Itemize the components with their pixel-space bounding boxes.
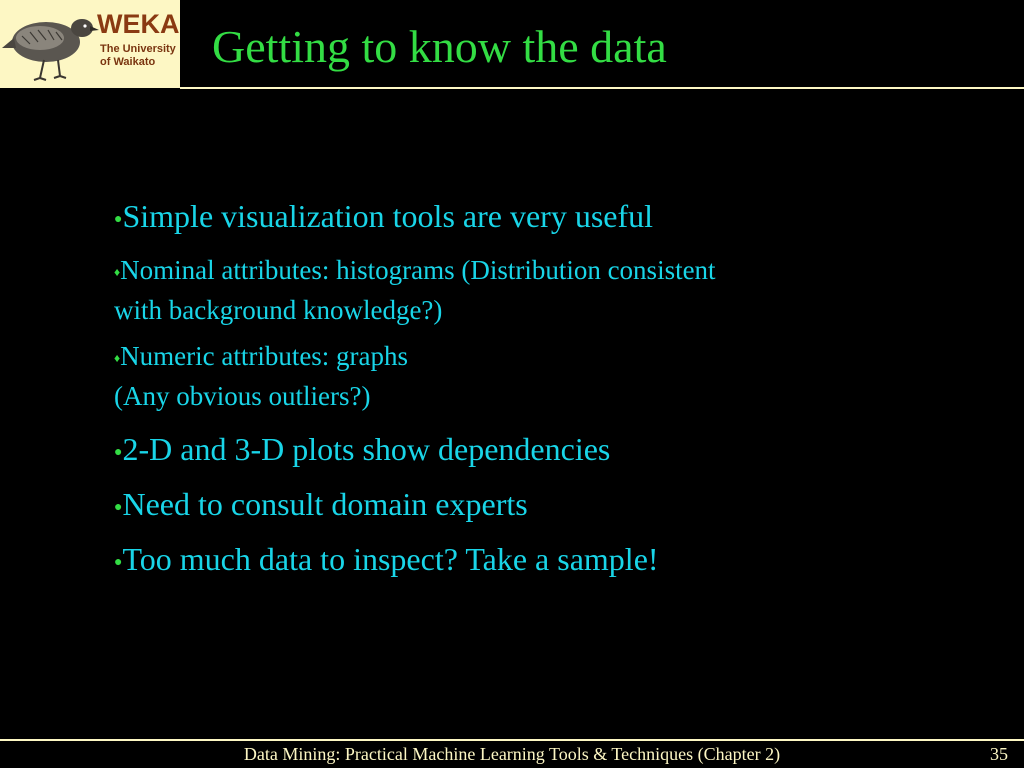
bullet-item	[114, 484, 528, 528]
bullet-diamond-icon: ♦	[114, 265, 121, 279]
bullet-diamond-icon: ♦	[114, 351, 121, 365]
slide-title: Getting to know the data	[212, 21, 667, 72]
bullet-text-line1: Nominal attributes: histograms (Distribution consistent	[120, 255, 716, 285]
bullet-text: Need to consult domain experts	[122, 486, 528, 522]
bullet-text-line2: with background knowledge?)	[114, 295, 443, 325]
bullet-text: Simple visualization tools are very useful	[122, 198, 654, 234]
logo-university-line1: The University	[100, 43, 176, 55]
bullet-item	[114, 196, 653, 240]
weka-logo	[0, 0, 180, 88]
bullet-text-line1: Numeric attributes: graphs	[120, 341, 409, 371]
title-divider	[180, 87, 1024, 89]
logo-university-line2: of Waikato	[100, 56, 156, 68]
weka-bird-icon	[0, 0, 100, 88]
bullet-subitem	[114, 251, 716, 329]
footer-divider	[0, 739, 1024, 741]
footer-text: Data Mining: Practical Machine Learning Tools & Techniques (Chapter 2)	[243, 744, 781, 764]
bullet-dot-icon: ●	[114, 445, 123, 460]
page-number: 35	[990, 744, 1008, 764]
bullet-text: 2-D and 3-D plots show dependencies	[122, 431, 611, 467]
bullet-text: Too much data to inspect? Take a sample!	[122, 541, 659, 577]
bullet-dot-icon: ●	[114, 500, 123, 515]
bullet-item	[114, 539, 659, 583]
bullet-item	[114, 429, 610, 473]
bullet-text-line2: (Any obvious outliers?)	[114, 381, 371, 411]
bullet-dot-icon: ●	[114, 555, 123, 570]
logo-brand-text: WEKA	[97, 9, 180, 39]
bullet-subitem	[114, 337, 408, 415]
bullet-dot-icon: ●	[114, 212, 123, 227]
